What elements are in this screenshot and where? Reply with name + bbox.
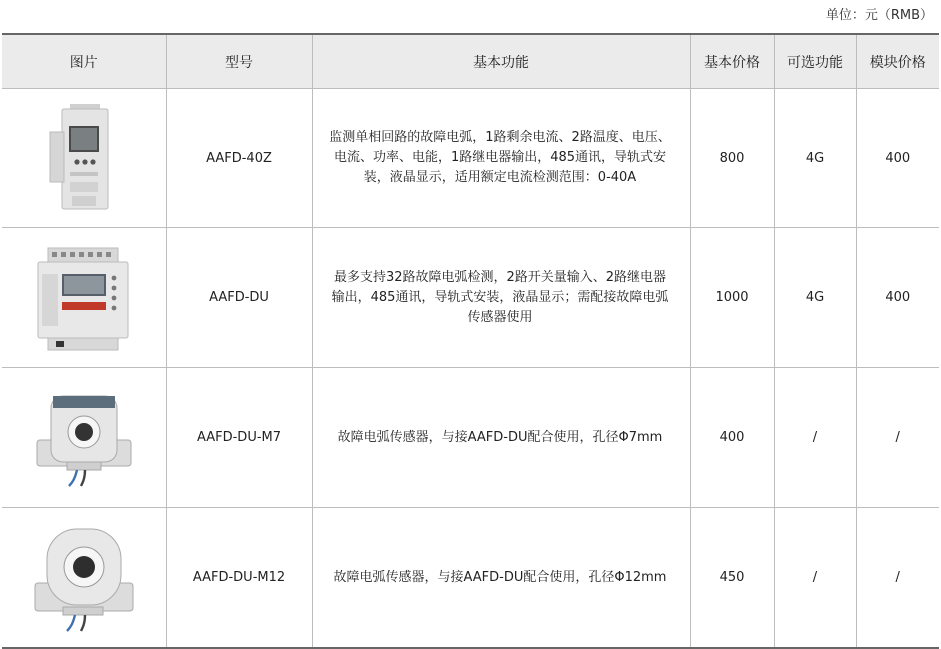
- base-price-cell: 1000: [690, 228, 774, 368]
- function-cell: 故障电弧传感器，与接AAFD-DU配合使用，孔径Φ12mm: [312, 508, 690, 649]
- din-rail-monitor-du-icon: [34, 244, 134, 352]
- unit-label: 单位：元（RMB）: [825, 8, 933, 23]
- current-sensor-icon: [29, 388, 139, 488]
- header-base-price: 基本价格: [690, 34, 774, 89]
- header-row: [2, 34, 939, 89]
- model-cell: AAFD-DU-M12: [166, 508, 312, 649]
- product-image-cell: [2, 508, 166, 649]
- option-cell: 4G: [774, 89, 856, 228]
- header-model: 型号: [166, 34, 312, 89]
- module-price-cell: /: [856, 368, 939, 508]
- base-price-cell: 800: [690, 89, 774, 228]
- option-cell: /: [774, 368, 856, 508]
- price-table: [2, 33, 939, 649]
- base-price-cell: 450: [690, 508, 774, 649]
- module-price-cell: /: [856, 508, 939, 649]
- header-function: 基本功能: [312, 34, 690, 89]
- current-sensor-icon: [29, 523, 139, 633]
- module-price-cell: 400: [856, 89, 939, 228]
- header-option: 可选功能: [774, 34, 856, 89]
- function-cell: 故障电弧传感器，与接AAFD-DU配合使用，孔径Φ7mm: [312, 368, 690, 508]
- table-row: [2, 508, 939, 649]
- base-price-cell: 400: [690, 368, 774, 508]
- product-image-cell: [2, 368, 166, 508]
- table-row: [2, 89, 939, 228]
- table-row: [2, 228, 939, 368]
- model-cell: AAFD-40Z: [166, 89, 312, 228]
- header-module-price: 模块价格: [856, 34, 939, 89]
- header-image: 图片: [2, 34, 166, 89]
- option-cell: 4G: [774, 228, 856, 368]
- product-image-cell: [2, 89, 166, 228]
- function-cell: 监测单相回路的故障电弧，1路剩余电流、2路温度、电压、电流、功率、电能，1路继电器输出，485通讯，导轨式安装，液晶显示，适用额定电流检测范围：0-40A: [312, 89, 690, 228]
- product-image-cell: [2, 228, 166, 368]
- table-row: [2, 368, 939, 508]
- option-cell: /: [774, 508, 856, 649]
- model-cell: AAFD-DU-M7: [166, 368, 312, 508]
- module-price-cell: 400: [856, 228, 939, 368]
- model-cell: AAFD-DU: [166, 228, 312, 368]
- function-cell: 最多支持32路故障电弧检测，2路开关量输入、2路继电器输出，485通讯，导轨式安装，液晶显示；需配接故障电弧传感器使用: [312, 228, 690, 368]
- din-rail-meter-40z-icon: [44, 104, 124, 212]
